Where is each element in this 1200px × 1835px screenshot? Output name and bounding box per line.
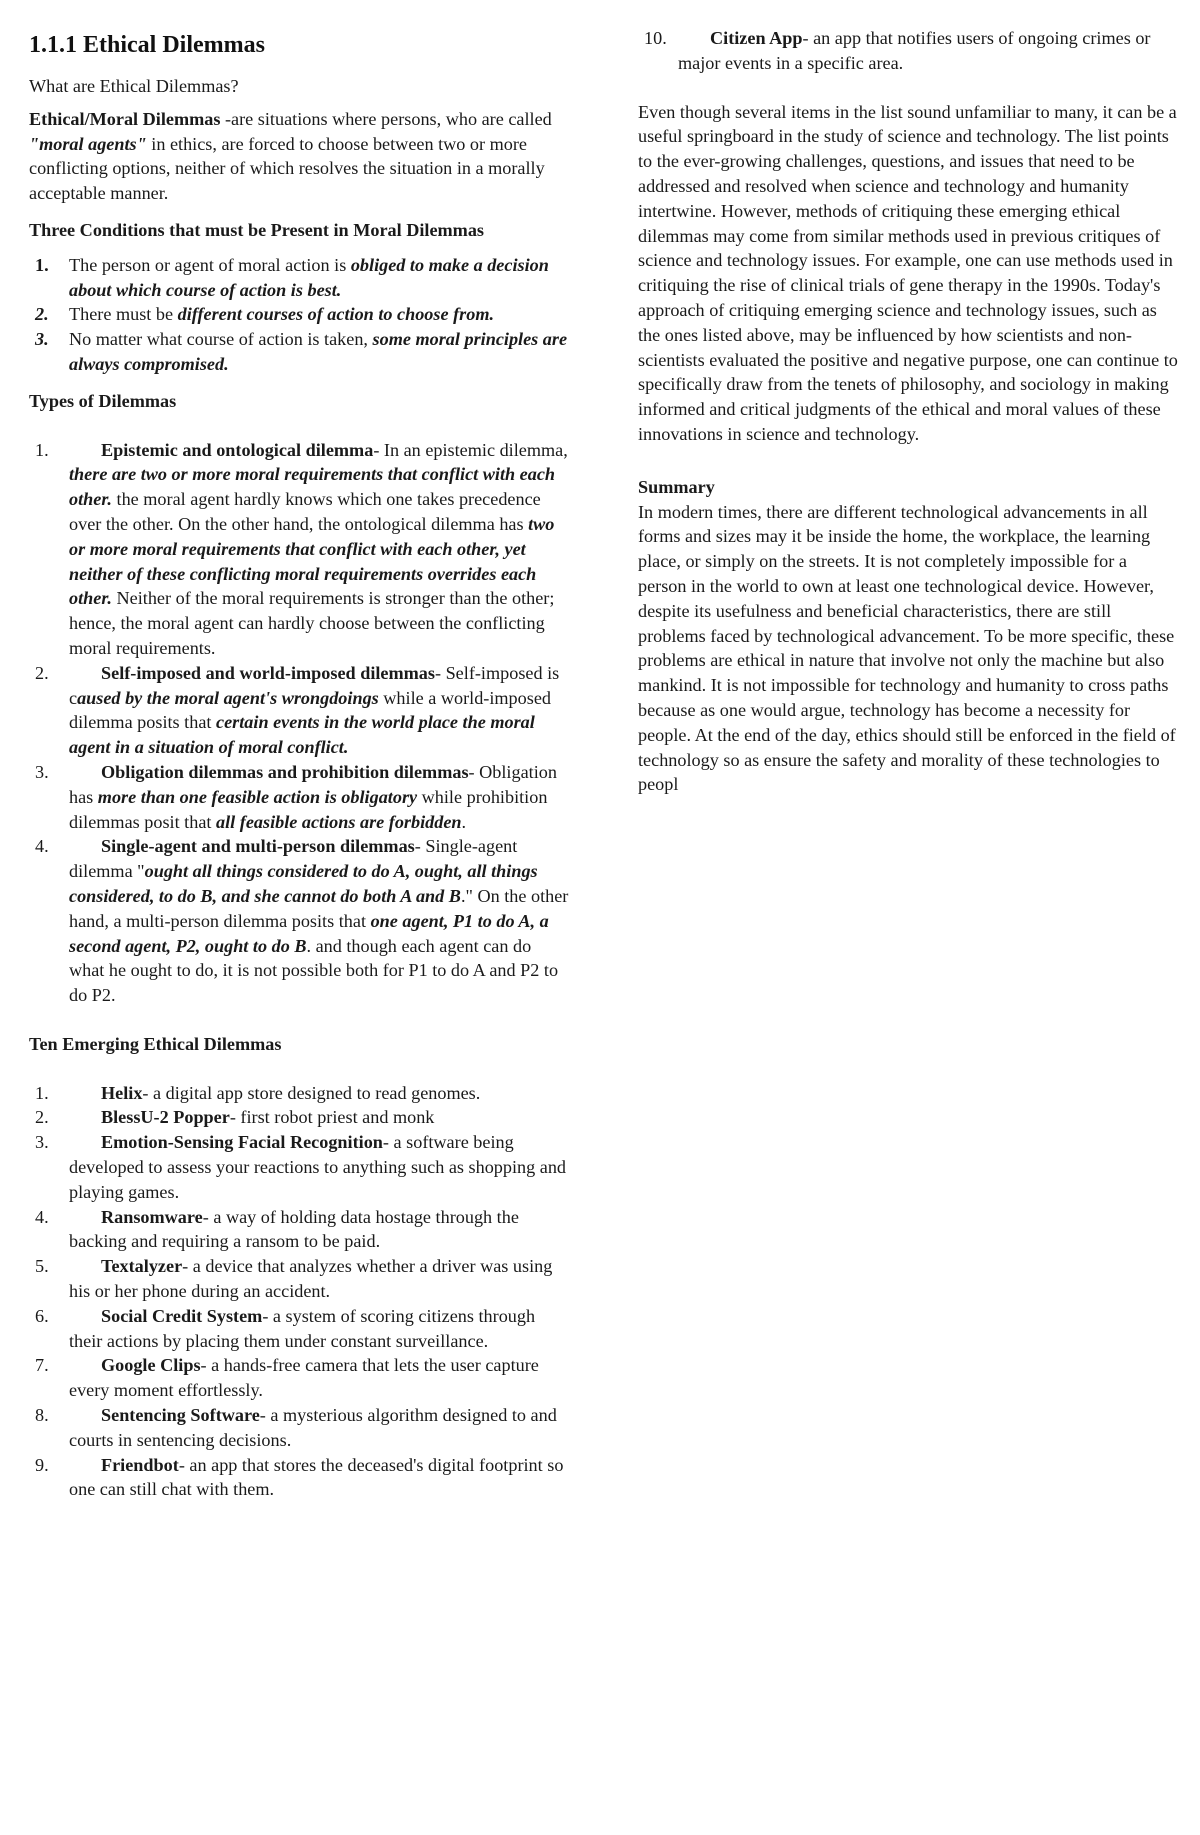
item-number: 4. (35, 1206, 49, 1227)
item-text: - In an epistemic dilemma, (373, 439, 568, 460)
item-number: 6. (35, 1305, 49, 1326)
definition-term: Ethical/Moral Dilemmas (29, 108, 221, 129)
item-emphasis: more than one feasible action is obligatory (97, 786, 418, 807)
item-emphasis: certain events in the world place the moral agent in a situation of moral conflict. (69, 712, 535, 758)
item-number: 1. (35, 254, 49, 275)
list-item (29, 302, 569, 327)
list-item (29, 834, 569, 1008)
item-number: 3. (35, 1132, 49, 1153)
item-emphasis: different courses of action to choose from. (177, 304, 495, 325)
item-title: Self-imposed and world-imposed dilemmas (101, 662, 435, 683)
conditions-list (29, 253, 569, 377)
moral-agents-term: "moral agents" (29, 133, 147, 154)
item-text: while prohibition dilemmas posit that (69, 786, 548, 832)
item-desc: - a way of holding data hostage through the backing and requiring a ransom to be paid. (69, 1206, 519, 1252)
item-text: Neither of the moral requirements is stronger than the other; hence, the moral agent can hardly choose between the conflicting moral requirements. (69, 588, 555, 658)
item-emphasis: there are two or more moral requirements that conflict with each other. (69, 464, 556, 510)
list-item-10 (638, 26, 1178, 76)
item-text: ." On the other hand, a multi-person dilemma posits that (69, 885, 569, 931)
item-text: . and though each agent can do what he ought to do, it is not possible both for P1 to do A and P2 to do P2. (69, 935, 559, 1006)
conditions-heading: Three Conditions that must be Present in Moral Dilemmas (29, 219, 485, 240)
item-desc: - an app that notifies users of ongoing crimes or major events in a specific area. (678, 28, 1151, 73)
types-heading: Types of Dilemmas (29, 390, 177, 411)
item-text: the moral agent hardly knows which one takes precedence over the other. On the other hand, the ontological dilemma has (69, 489, 541, 534)
item-desc: - a software being developed to assess your reactions to anything such as shopping and playing games. (69, 1132, 567, 1202)
list-item (29, 1353, 569, 1403)
left-column (29, 26, 569, 1502)
item-emphasis: aused by the moral agent's wrongdoings (77, 687, 379, 708)
discussion-paragraph: Even though several items in the list sound unfamiliar to many, it can be a useful springboard in the study of science and technology. The list points to the ever-growing challenges, questions, and issues that need to be addressed and resolved when science and technology and humanity intertwine. However, methods of critiquing these emerging ethical dilemmas may come from similar methods used in previous critiques of science and technology issues. For example, one can use methods used in critiquing the rise of clinical trials of gene therapy in the 1990s. Today's approach of critiquing emerging science and technology issues, such as the ones listed above, may be influenced by how scientists and non-scientists evaluated the positive and negative purpose, one can continue to specifically draw from the tenets of philosophy, and sociology in making informed and critical judgments of the ethical and moral values of these innovations in science and technology. (638, 101, 1178, 444)
item-emphasis: two or more moral requirements that conflict with each other, yet neither of these conflicting moral requirements overrides each other. (69, 513, 555, 609)
item-title: Single-agent and multi-person dilemmas (101, 836, 415, 857)
item-number: 3. (35, 329, 49, 350)
item-number: 4. (35, 836, 49, 857)
section-title: 1.1.1 Ethical Dilemmas (29, 32, 265, 58)
summary-paragraph: In modern times, there are different technological advancements in all forms and sizes may it be inside the home, the workplace, the learning place, or simply on the streets. It is not completely impossible for a person in the world to own at least one technological device. However, despite its usefulness and beneficial characteristics, there are still problems faced by technological advancement. To be more specific, these problems are ethical in nature that involve not only the machine but also mankind. It is not impossible for technology and humanity to cross paths because as one would argue, technology has become a necessity for people. At the end of the day, ethics should still be enforced in the field of technology so as ensure the safety and morality of these technologies to peopl (638, 501, 1176, 795)
item-name: Social Credit System (101, 1305, 263, 1326)
item-emphasis: some moral principles are always compromised. (69, 329, 568, 374)
list-item (29, 1105, 569, 1130)
item-text: - Obligation has (69, 761, 557, 807)
item-number: 2. (35, 662, 49, 683)
item-number: 1. (35, 1082, 49, 1103)
item-number: 9. (35, 1454, 49, 1475)
item-desc: - an app that stores the deceased's digital footprint so one can still chat with them. (69, 1454, 564, 1500)
item-text: No matter what course of action is taken, (69, 329, 373, 350)
list-item (29, 1254, 569, 1304)
right-column (638, 26, 1178, 797)
list-item (29, 1130, 569, 1204)
item-emphasis: obliged to make a decision about which course of action is best. (69, 254, 549, 300)
item-name: Ransomware (101, 1206, 203, 1227)
item-number: 2. (35, 1107, 49, 1128)
item-name: Sentencing Software (101, 1405, 260, 1426)
item-name: Textalyzer (101, 1256, 183, 1277)
item-text: - Single-agent dilemma " (69, 836, 518, 882)
item-text: - Self-imposed is c (69, 662, 560, 708)
item-name: BlessU-2 Popper (101, 1107, 230, 1128)
item-number: 7. (35, 1355, 49, 1376)
item-name: Emotion-Sensing Facial Recognition (101, 1132, 383, 1153)
item-text: . (461, 811, 467, 832)
ten-emerging-list (29, 1081, 569, 1503)
types-list (29, 438, 569, 1008)
list-item (29, 760, 569, 834)
item-number: 5. (35, 1256, 49, 1277)
item-desc: - a device that analyzes whether a driver was using his or her phone during an accident. (69, 1256, 553, 1302)
item-text: while a world-imposed dilemma posits that (69, 687, 551, 733)
list-item (29, 1205, 569, 1255)
item-name: Citizen App (710, 28, 803, 48)
item-name: Helix (101, 1082, 143, 1103)
item-number: 3. (35, 761, 49, 782)
list-item (29, 1081, 569, 1106)
item-emphasis: ought all things considered to do A, ought, all things considered, to do B, and she cannot do both A and B (69, 861, 538, 906)
item-text: The person or agent of moral action is (69, 254, 351, 275)
item-desc: - a mysterious algorithm designed to and courts in sentencing decisions. (69, 1405, 557, 1450)
item-desc: - a digital app store designed to read genomes. (142, 1082, 481, 1103)
item-desc: - a system of scoring citizens through their actions by placing them under constant surveillance. (69, 1305, 536, 1351)
item-name: Friendbot (101, 1454, 179, 1475)
item-emphasis: all feasible actions are forbidden (216, 811, 462, 832)
item-number: 10. (644, 28, 667, 48)
list-item (29, 1453, 569, 1503)
item-emphasis: one agent, P1 to do A, a second agent, P2, ought to do B (69, 910, 549, 956)
ten-emerging-heading: Ten Emerging Ethical Dilemmas (29, 1033, 282, 1054)
item-title: Epistemic and ontological dilemma (101, 439, 374, 460)
item-number: 8. (35, 1405, 49, 1426)
item-number: 1. (35, 439, 49, 460)
item-number: 2. (35, 304, 49, 325)
question-line: What are Ethical Dilemmas? (29, 76, 239, 96)
list-item (29, 438, 569, 661)
item-desc: - a hands-free camera that lets the user capture every moment effortlessly. (69, 1355, 539, 1401)
item-title: Obligation dilemmas and prohibition dilemmas (101, 761, 469, 782)
definition-text-1: -are situations where persons, who are called (220, 108, 552, 129)
summary-heading: Summary (638, 476, 715, 497)
list-item (29, 661, 569, 760)
list-item (29, 1403, 569, 1453)
definition-paragraph (29, 107, 569, 206)
list-item (29, 253, 569, 303)
item-text: There must be (69, 304, 178, 325)
item-name: Google Clips (101, 1355, 201, 1376)
definition-text-2: in ethics, are forced to choose between two or more conflicting options, neither of which resolves the situation in a morally acceptable manner. (29, 133, 545, 204)
item-desc: - first robot priest and monk (229, 1107, 435, 1128)
list-item (29, 327, 569, 377)
list-item (29, 1304, 569, 1354)
